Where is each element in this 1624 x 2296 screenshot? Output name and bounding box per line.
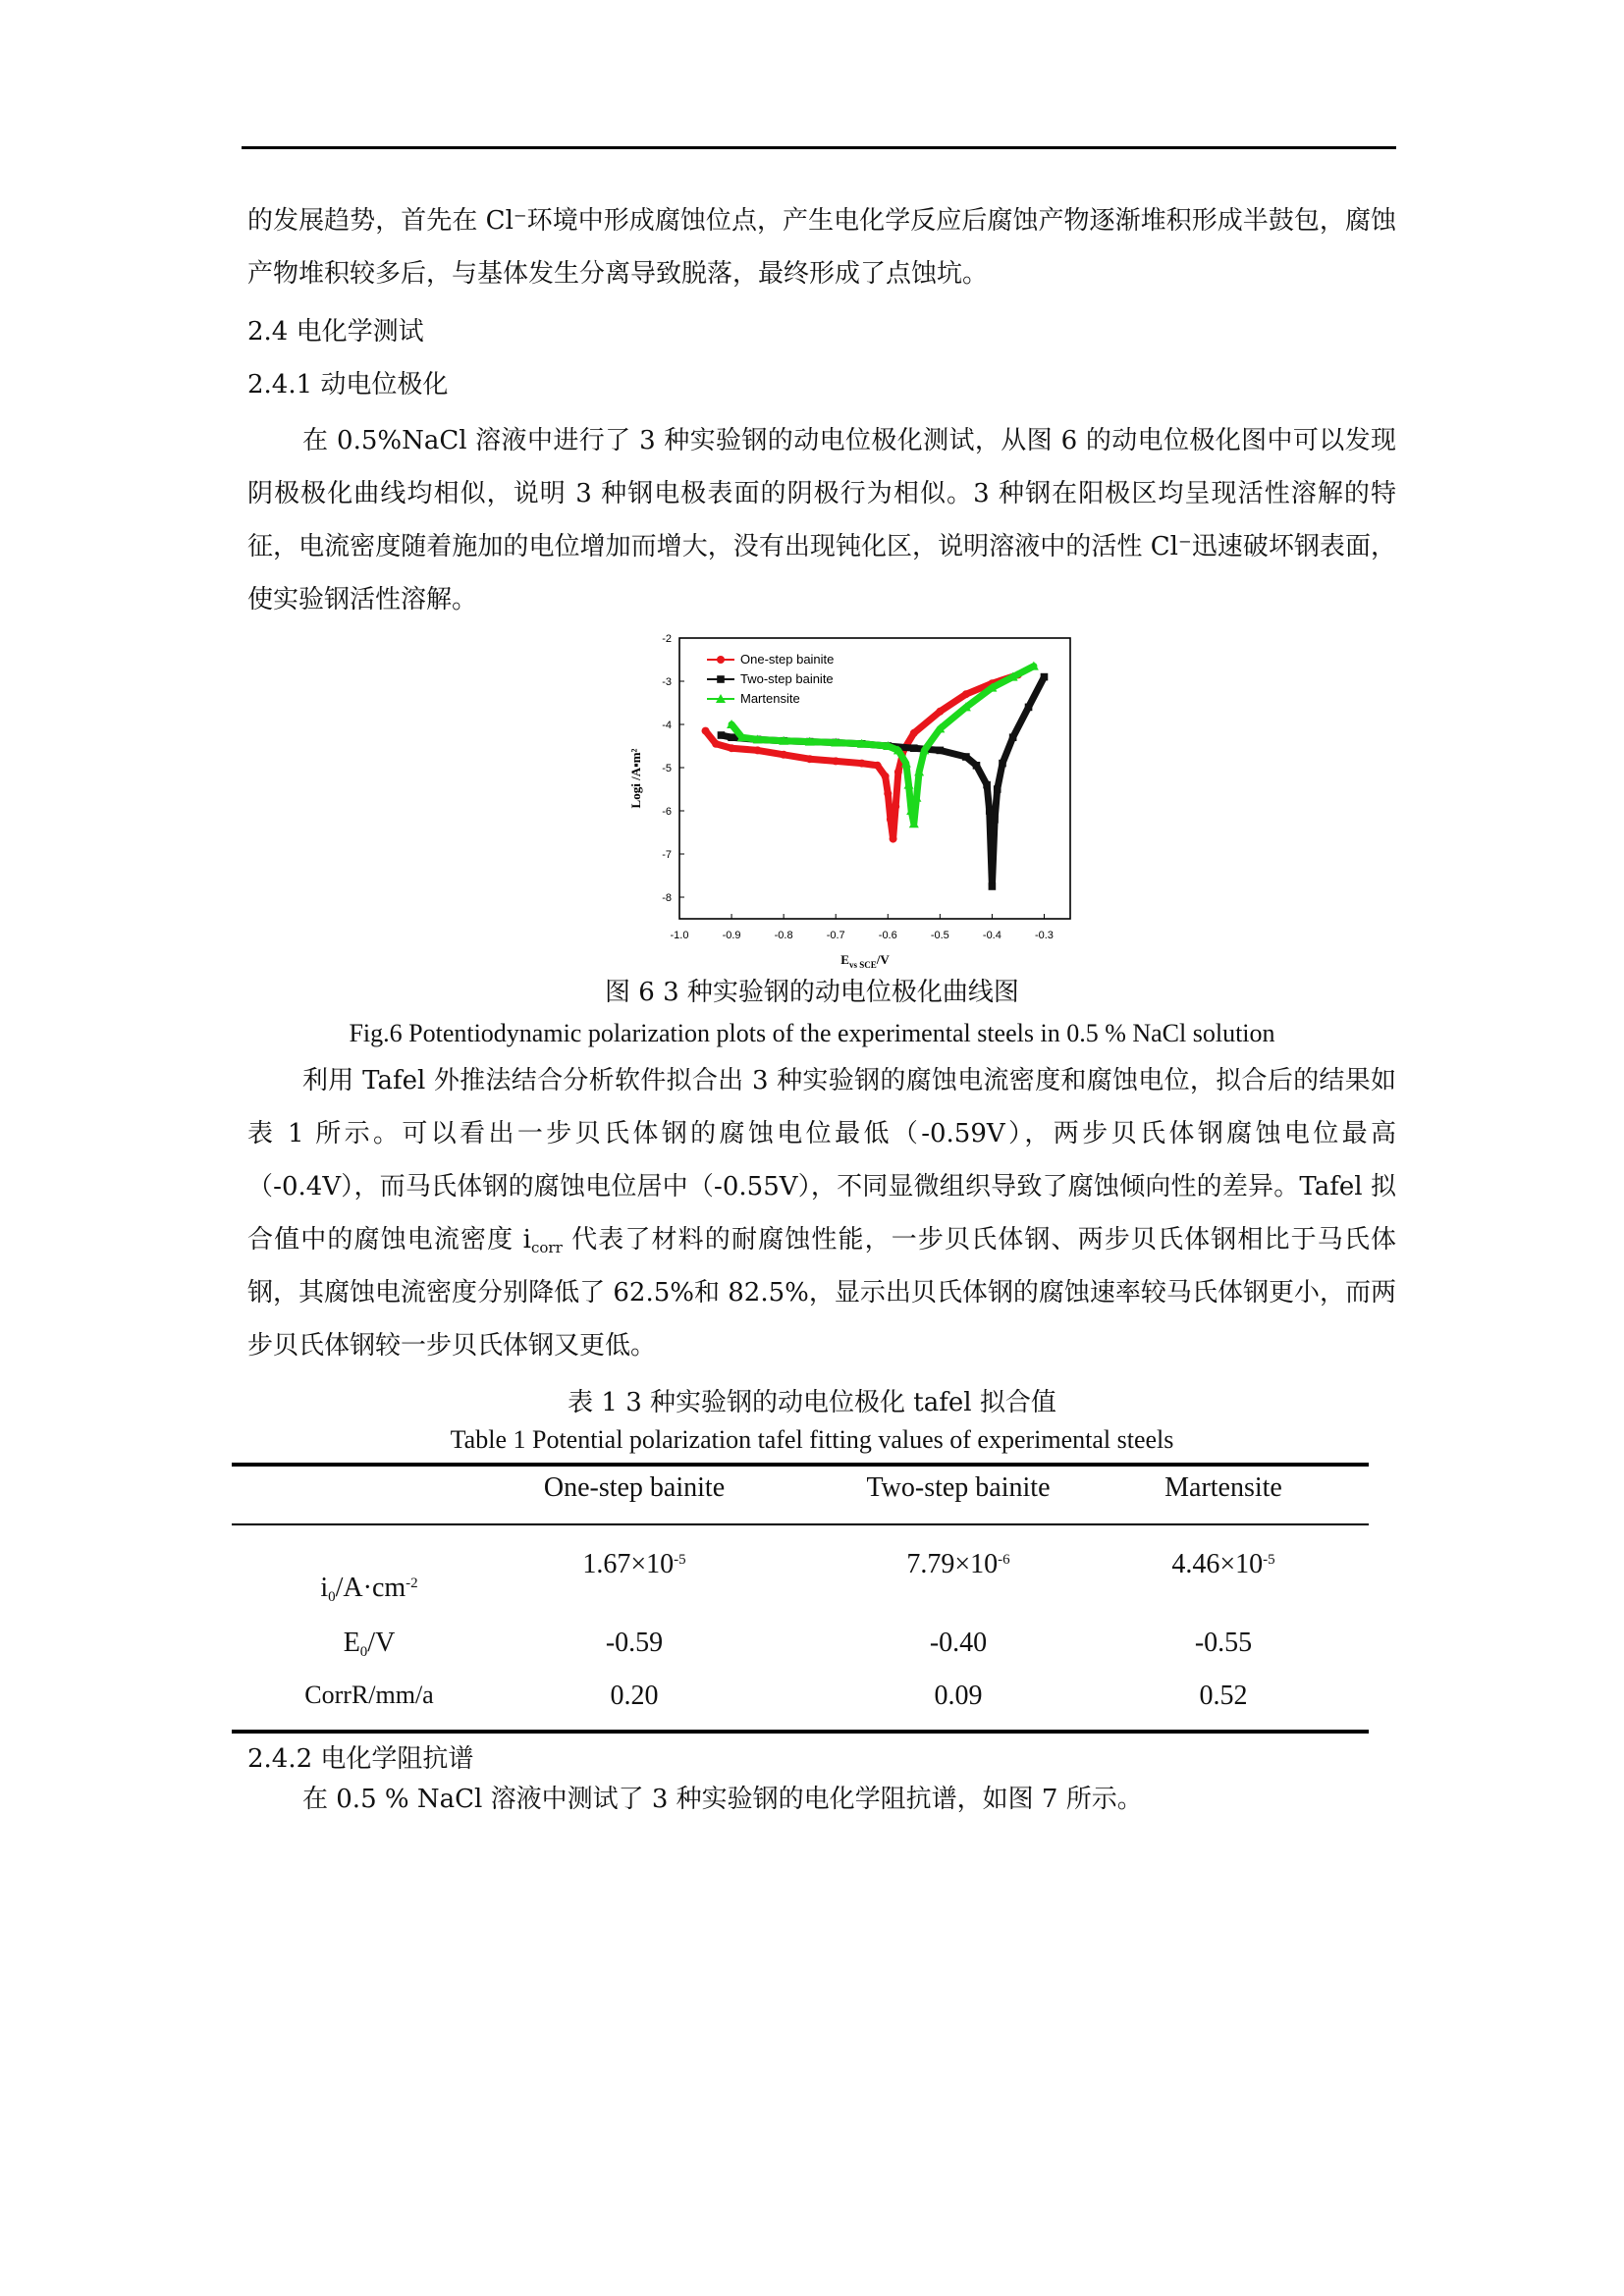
y-tick-label: -8 <box>662 892 672 904</box>
x-tick-label: -0.3 <box>1034 930 1054 941</box>
table-1-caption-en: Table 1 Potential polarization tafel fitting values of experimental steels <box>450 1425 1174 1454</box>
legend-label: Martensite <box>740 691 800 706</box>
section-heading-2-4-2: 2.4.2 电化学阻抗谱 <box>247 1744 474 1774</box>
legend-label: Two-step bainite <box>740 671 834 686</box>
data-point <box>1025 704 1033 712</box>
x-tick-label: -0.7 <box>826 930 845 941</box>
data-point <box>890 835 897 843</box>
x-tick-label: -1.0 <box>670 930 689 941</box>
x-tick-label: -0.5 <box>930 930 949 941</box>
table-cell-corrr-two-step: 0.09 <box>934 1681 983 1711</box>
data-point <box>989 882 997 890</box>
table-cell-corrr-martensite: 0.52 <box>1199 1681 1248 1711</box>
section-heading-2-4: 2.4 电化学测试 <box>247 317 424 347</box>
data-point <box>1041 673 1049 681</box>
y-tick-label: -4 <box>662 720 672 731</box>
data-point <box>937 747 945 755</box>
section-heading-2-4-1: 2.4.1 动电位极化 <box>247 370 449 400</box>
data-point <box>806 755 814 763</box>
data-point <box>780 751 787 759</box>
figure-6-caption-en: Fig.6 Potentiodynamic polarization plots of the experimental steels in 0.5 % NaCl solution <box>349 1019 1275 1047</box>
table-header-one-step-bainite: One-step bainite <box>543 1472 726 1503</box>
table-bottom-rule <box>232 1730 1369 1734</box>
paragraph-3 <box>247 1054 1396 1372</box>
x-tick-label: -0.8 <box>774 930 793 941</box>
data-point <box>983 781 991 789</box>
figure-6-caption-cn: 图 6 3 种实验钢的动电位极化曲线图 <box>605 978 1019 1007</box>
table-header-rule <box>232 1523 1369 1525</box>
data-point <box>728 744 735 752</box>
x-tick-label: -0.9 <box>722 930 741 941</box>
y-tick-label: -6 <box>662 806 672 818</box>
data-point <box>754 746 762 754</box>
paragraph-3-part-a: 利用 Tafel 外推法结合分析软件拟合出 3 种实验钢的腐蚀电流密度和腐蚀电位，拟合后的结果如表 1 所示。可以看出一步贝氏体钢的腐蚀电位最低（-0.59V），两步贝氏体钢腐蚀电位最高（-0.4V），而马氏体钢的腐蚀电位居中（-0.55V），不同显微组织导致了腐蚀倾向性的差异。Tafel 拟合值中的腐蚀电流密度 <box>247 1066 1396 1255</box>
data-point <box>994 785 1001 793</box>
data-point <box>887 816 894 824</box>
y-tick-label: -2 <box>662 633 672 645</box>
table-header-two-step-bainite: Two-step bainite <box>866 1472 1051 1503</box>
table-row-label-e0: $E_0/V$ <box>343 1628 396 1660</box>
data-point <box>858 760 866 768</box>
data-point <box>962 753 970 761</box>
data-point <box>892 803 899 811</box>
x-tick-label: -0.4 <box>982 930 1001 941</box>
data-point <box>832 757 839 765</box>
paragraph-4: 在 0.5 % NaCl 溶液中测试了 3 种实验钢的电化学阻抗谱，如图 7 所示。 <box>302 1785 1143 1814</box>
table-row-label-i0: $i_0/A\cdot cm^{-2}$ <box>320 1573 418 1605</box>
legend-label: One-step bainite <box>740 652 835 667</box>
table-cell-i0-one-step: $1.67\times 10^{-5}$ <box>582 1549 686 1579</box>
icorr-subscript: corr <box>531 1239 563 1256</box>
data-point <box>884 789 892 797</box>
table-cell-e0-martensite: -0.55 <box>1194 1628 1253 1658</box>
paragraph-1: 的发展趋势，首先在 Cl⁻环境中形成腐蚀位点，产生电化学反应后腐蚀产物逐渐堆积形成半鼓包，腐蚀产物堆积较多后，与基体发生分离导致脱落，最终形成了点蚀坑。 <box>247 206 1396 289</box>
y-tick-label: -3 <box>662 676 672 688</box>
table-top-rule <box>232 1463 1369 1467</box>
table-cell-i0-two-step: $7.79\times 10^{-6}$ <box>906 1549 1010 1579</box>
data-point <box>717 656 725 664</box>
data-point <box>712 740 720 748</box>
table-row-label-corrr: CorrR/mm/a <box>304 1681 434 1709</box>
table-cell-corrr-one-step: 0.20 <box>610 1681 659 1711</box>
data-point <box>962 690 970 698</box>
data-point <box>991 816 999 824</box>
x-tick-label: -0.6 <box>878 930 897 941</box>
table-cell-e0-two-step: -0.40 <box>929 1628 988 1658</box>
data-point <box>702 727 710 735</box>
y-tick-label: -5 <box>662 763 672 774</box>
data-point <box>874 762 882 770</box>
data-point <box>882 773 890 780</box>
data-point <box>717 675 725 683</box>
data-point <box>936 708 944 716</box>
data-point <box>718 731 726 739</box>
table-1-caption-cn: 表 1 3 种实验钢的动电位极化 tafel 拟合值 <box>568 1388 1056 1417</box>
table-header-martensite: Martensite <box>1164 1472 1282 1503</box>
data-point <box>728 733 735 741</box>
table-cell-e0-one-step: -0.59 <box>605 1628 664 1658</box>
data-point <box>999 760 1006 768</box>
data-point <box>973 762 981 770</box>
data-point <box>894 768 902 775</box>
polarization-chart <box>609 618 1080 984</box>
x-axis-label: $E_{vs SCE}/V$ <box>840 952 890 970</box>
y-tick-label: -7 <box>662 849 672 861</box>
data-point <box>910 744 918 752</box>
data-point <box>910 729 918 737</box>
y-axis-label: Logi /A▪m² <box>628 748 643 809</box>
header-rule <box>242 146 1396 149</box>
icorr-symbol: i <box>522 1225 531 1255</box>
data-point <box>1009 733 1017 741</box>
paragraph-2: 在 0.5%NaCl 溶液中进行了 3 种实验钢的动电位极化测试，从图 6 的动电位极化图中可以发现阴极极化曲线均相似，说明 3 种钢电极表面的阴极行为相似。3 种钢在阳极区均呈现活性溶解的特征，电流密度随着施加的电位增加而增大，没有出现钝化区，说明溶液中的活性 Cl⁻迅速破坏钢表面，使实验钢活性溶解。 <box>247 426 1396 614</box>
paragraph-3-part-b: 代表了材料的耐腐蚀性能，一步贝氏体钢、两步贝氏体钢相比于马氏体钢，其腐蚀电流密度分别降低了 62.5%和 82.5%，显示出贝氏体钢的腐蚀速率较马氏体钢更小，而两步贝氏体钢较一步贝氏体钢又更低。 <box>247 1225 1397 1361</box>
data-point <box>986 807 994 815</box>
table-cell-i0-martensite: $4.46\times 10^{-5}$ <box>1171 1549 1275 1579</box>
